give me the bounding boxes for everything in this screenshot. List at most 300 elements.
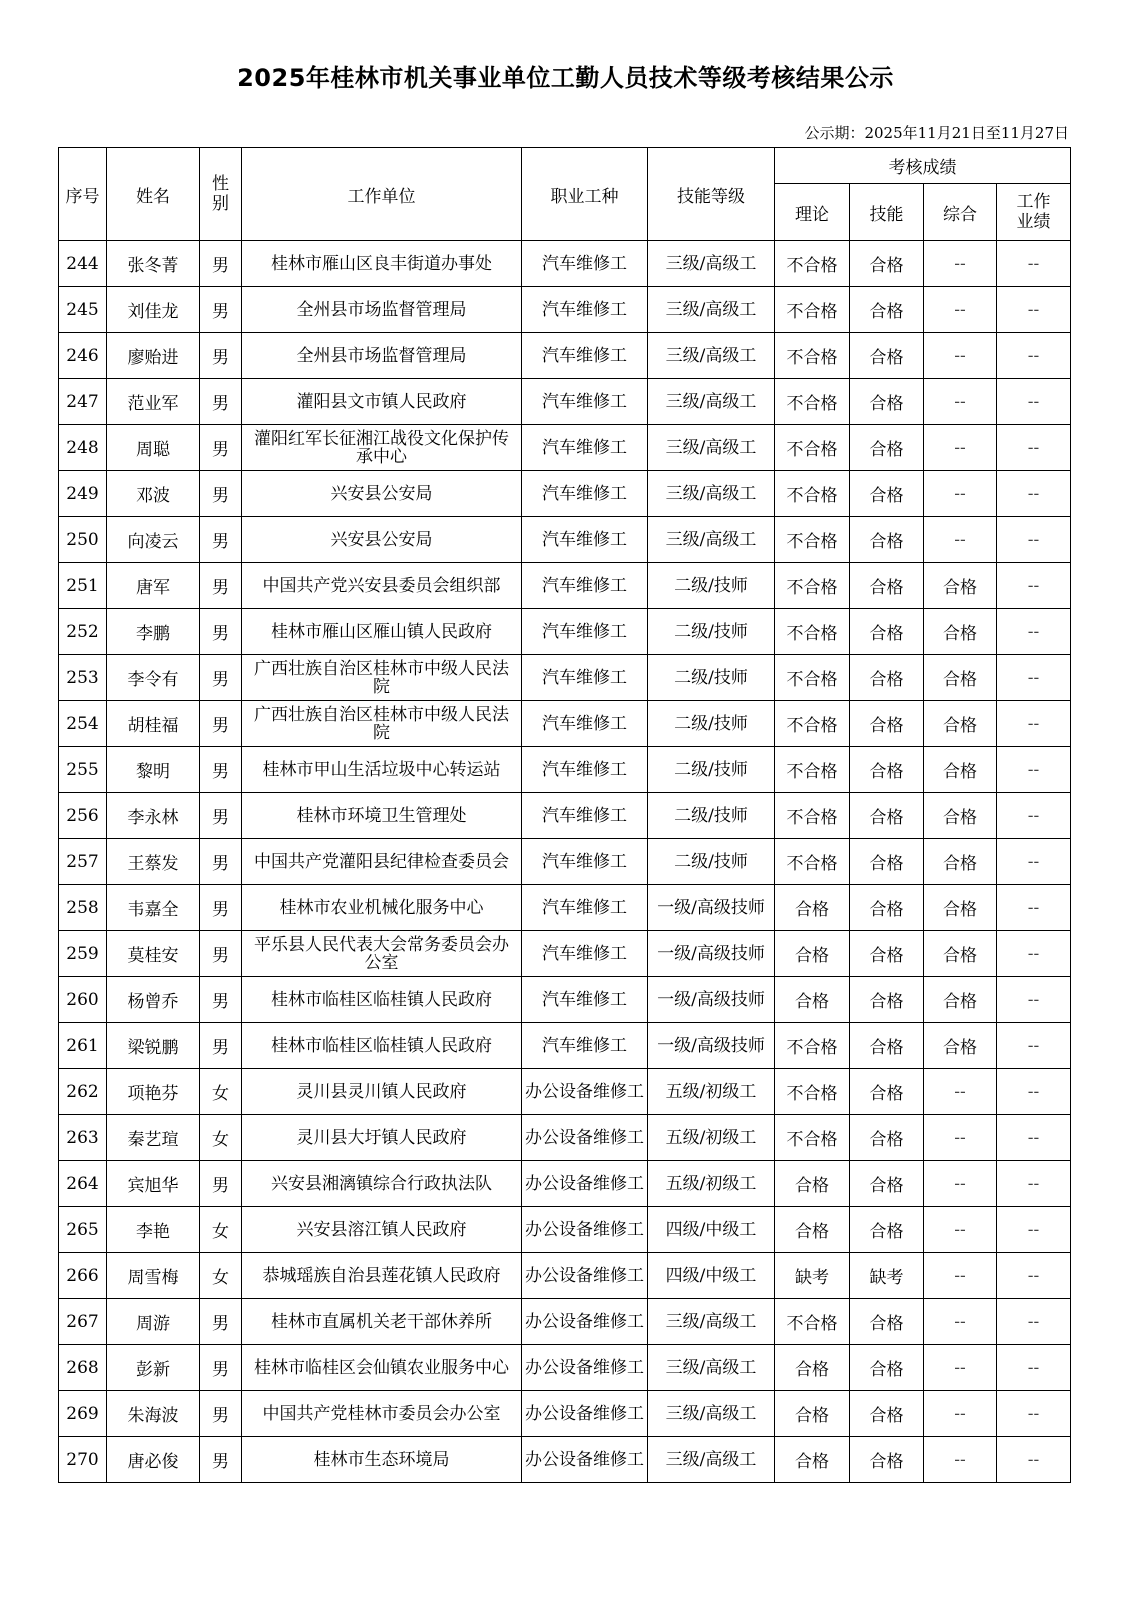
cell-unit: 灵川县大圩镇人民政府 (242, 1115, 522, 1161)
cell-theory: 合格 (775, 1345, 850, 1391)
table-body (59, 241, 1071, 1483)
cell-name: 宾旭华 (107, 1161, 200, 1207)
table-header (59, 148, 1071, 241)
cell-gender: 男 (200, 1161, 242, 1207)
cell-overall: -- (924, 1391, 997, 1437)
header-overall: 综合 (924, 184, 997, 241)
cell-gender: 男 (200, 1345, 242, 1391)
cell-skill: 合格 (850, 517, 924, 563)
cell-theory: 不合格 (775, 333, 850, 379)
cell-unit: 中国共产党桂林市委员会办公室 (242, 1391, 522, 1437)
cell-performance: -- (997, 287, 1071, 333)
cell-gender: 男 (200, 885, 242, 931)
cell-gender: 女 (200, 1069, 242, 1115)
cell-skill: 合格 (850, 1345, 924, 1391)
cell-level: 一级/高级技师 (648, 885, 775, 931)
cell-unit: 灌阳县文市镇人民政府 (242, 379, 522, 425)
cell-theory: 合格 (775, 931, 850, 977)
cell-performance: -- (997, 241, 1071, 287)
cell-level: 三级/高级工 (648, 1391, 775, 1437)
table-row (59, 1437, 1071, 1483)
cell-overall: 合格 (924, 793, 997, 839)
cell-theory: 不合格 (775, 563, 850, 609)
cell-performance: -- (997, 1023, 1071, 1069)
cell-name: 廖贻进 (107, 333, 200, 379)
table-row (59, 793, 1071, 839)
table-row (59, 241, 1071, 287)
cell-overall: -- (924, 517, 997, 563)
cell-seq: 249 (59, 471, 107, 517)
cell-seq: 256 (59, 793, 107, 839)
cell-seq: 250 (59, 517, 107, 563)
header-unit: 工作单位 (242, 148, 522, 241)
cell-gender: 男 (200, 977, 242, 1023)
cell-level: 三级/高级工 (648, 287, 775, 333)
cell-level: 三级/高级工 (648, 379, 775, 425)
cell-level: 二级/技师 (648, 747, 775, 793)
cell-job: 汽车维修工 (522, 747, 648, 793)
cell-seq: 248 (59, 425, 107, 471)
cell-name: 黎明 (107, 747, 200, 793)
cell-gender: 男 (200, 747, 242, 793)
table-row (59, 1161, 1071, 1207)
cell-name: 周游 (107, 1299, 200, 1345)
cell-job: 办公设备维修工 (522, 1115, 648, 1161)
cell-job: 汽车维修工 (522, 471, 648, 517)
cell-seq: 257 (59, 839, 107, 885)
cell-gender: 男 (200, 241, 242, 287)
cell-overall: 合格 (924, 747, 997, 793)
cell-performance: -- (997, 1345, 1071, 1391)
cell-unit: 兴安县溶江镇人民政府 (242, 1207, 522, 1253)
table-row (59, 1345, 1071, 1391)
cell-name: 李永林 (107, 793, 200, 839)
cell-job: 汽车维修工 (522, 425, 648, 471)
cell-unit: 全州县市场监督管理局 (242, 333, 522, 379)
cell-name: 邓波 (107, 471, 200, 517)
cell-skill: 合格 (850, 747, 924, 793)
cell-performance: -- (997, 977, 1071, 1023)
table-row (59, 1253, 1071, 1299)
cell-theory: 不合格 (775, 471, 850, 517)
table-row (59, 1023, 1071, 1069)
cell-theory: 不合格 (775, 1299, 850, 1345)
cell-job: 汽车维修工 (522, 793, 648, 839)
cell-overall: -- (924, 1161, 997, 1207)
cell-theory: 不合格 (775, 793, 850, 839)
cell-overall: 合格 (924, 931, 997, 977)
cell-level: 五级/初级工 (648, 1069, 775, 1115)
cell-performance: -- (997, 747, 1071, 793)
cell-skill: 合格 (850, 287, 924, 333)
cell-skill: 合格 (850, 1023, 924, 1069)
cell-gender: 男 (200, 1437, 242, 1483)
cell-job: 办公设备维修工 (522, 1069, 648, 1115)
cell-gender: 男 (200, 701, 242, 747)
cell-overall: -- (924, 1253, 997, 1299)
cell-gender: 男 (200, 655, 242, 701)
cell-performance: -- (997, 1253, 1071, 1299)
cell-skill: 合格 (850, 1207, 924, 1253)
cell-unit: 桂林市甲山生活垃圾中心转运站 (242, 747, 522, 793)
cell-overall: -- (924, 1069, 997, 1115)
cell-gender: 男 (200, 609, 242, 655)
cell-overall: 合格 (924, 563, 997, 609)
cell-name: 范业军 (107, 379, 200, 425)
cell-skill: 合格 (850, 1115, 924, 1161)
cell-seq: 266 (59, 1253, 107, 1299)
cell-gender: 男 (200, 471, 242, 517)
table-row (59, 701, 1071, 747)
cell-seq: 244 (59, 241, 107, 287)
cell-skill: 缺考 (850, 1253, 924, 1299)
cell-theory: 缺考 (775, 1253, 850, 1299)
cell-performance: -- (997, 563, 1071, 609)
cell-unit: 灵川县灵川镇人民政府 (242, 1069, 522, 1115)
cell-theory: 不合格 (775, 1023, 850, 1069)
cell-theory: 合格 (775, 885, 850, 931)
cell-seq: 252 (59, 609, 107, 655)
cell-level: 二级/技师 (648, 655, 775, 701)
table-row (59, 885, 1071, 931)
cell-seq: 265 (59, 1207, 107, 1253)
cell-job: 汽车维修工 (522, 609, 648, 655)
cell-unit: 桂林市农业机械化服务中心 (242, 885, 522, 931)
cell-gender: 男 (200, 839, 242, 885)
table-row (59, 931, 1071, 977)
cell-job: 办公设备维修工 (522, 1253, 648, 1299)
cell-seq: 246 (59, 333, 107, 379)
cell-name: 唐必俊 (107, 1437, 200, 1483)
cell-skill: 合格 (850, 379, 924, 425)
cell-unit: 兴安县湘漓镇综合行政执法队 (242, 1161, 522, 1207)
header-job: 职业工种 (522, 148, 648, 241)
table-row (59, 655, 1071, 701)
cell-performance: -- (997, 471, 1071, 517)
cell-theory: 合格 (775, 1391, 850, 1437)
cell-skill: 合格 (850, 425, 924, 471)
cell-skill: 合格 (850, 1069, 924, 1115)
cell-job: 办公设备维修工 (522, 1391, 648, 1437)
cell-gender: 男 (200, 333, 242, 379)
cell-seq: 247 (59, 379, 107, 425)
cell-level: 三级/高级工 (648, 1299, 775, 1345)
cell-gender: 男 (200, 931, 242, 977)
cell-skill: 合格 (850, 793, 924, 839)
cell-unit: 中国共产党兴安县委员会组织部 (242, 563, 522, 609)
cell-seq: 264 (59, 1161, 107, 1207)
cell-name: 张冬菁 (107, 241, 200, 287)
cell-unit: 桂林市直属机关老干部休养所 (242, 1299, 522, 1345)
cell-gender: 男 (200, 287, 242, 333)
cell-seq: 255 (59, 747, 107, 793)
table-row (59, 287, 1071, 333)
header-name: 姓名 (107, 148, 200, 241)
cell-overall: 合格 (924, 839, 997, 885)
table-row (59, 517, 1071, 563)
cell-seq: 261 (59, 1023, 107, 1069)
cell-seq: 268 (59, 1345, 107, 1391)
page-title: 2025年桂林市机关事业单位工勤人员技术等级考核结果公示 (237, 64, 894, 92)
cell-overall: 合格 (924, 1023, 997, 1069)
cell-name: 秦艺瑄 (107, 1115, 200, 1161)
cell-unit: 广西壮族自治区桂林市中级人民法院 (242, 701, 522, 747)
cell-level: 四级/中级工 (648, 1253, 775, 1299)
cell-job: 汽车维修工 (522, 1023, 648, 1069)
cell-name: 刘佳龙 (107, 287, 200, 333)
cell-name: 杨曾乔 (107, 977, 200, 1023)
cell-gender: 男 (200, 793, 242, 839)
cell-overall: -- (924, 1299, 997, 1345)
cell-unit: 桂林市生态环境局 (242, 1437, 522, 1483)
cell-theory: 合格 (775, 1207, 850, 1253)
cell-performance: -- (997, 655, 1071, 701)
cell-theory: 不合格 (775, 425, 850, 471)
cell-name: 李鹏 (107, 609, 200, 655)
cell-seq: 254 (59, 701, 107, 747)
cell-unit: 广西壮族自治区桂林市中级人民法院 (242, 655, 522, 701)
cell-performance: -- (997, 379, 1071, 425)
cell-unit: 灌阳红军长征湘江战役文化保护传承中心 (242, 425, 522, 471)
cell-skill: 合格 (850, 563, 924, 609)
cell-name: 周雪梅 (107, 1253, 200, 1299)
cell-overall: -- (924, 471, 997, 517)
cell-overall: -- (924, 333, 997, 379)
cell-level: 二级/技师 (648, 609, 775, 655)
cell-level: 二级/技师 (648, 839, 775, 885)
cell-performance: -- (997, 1299, 1071, 1345)
header-skill: 技能 (850, 184, 924, 241)
table-row (59, 1299, 1071, 1345)
table-row (59, 563, 1071, 609)
cell-job: 汽车维修工 (522, 839, 648, 885)
cell-job: 汽车维修工 (522, 701, 648, 747)
table-row (59, 977, 1071, 1023)
publicity-period: 公示期：2025年11月21日至11月27日 (804, 124, 1069, 142)
cell-gender: 男 (200, 517, 242, 563)
cell-performance: -- (997, 1207, 1071, 1253)
cell-job: 汽车维修工 (522, 563, 648, 609)
cell-gender: 男 (200, 1023, 242, 1069)
cell-overall: -- (924, 425, 997, 471)
cell-gender: 男 (200, 1299, 242, 1345)
cell-seq: 270 (59, 1437, 107, 1483)
cell-gender: 男 (200, 425, 242, 471)
cell-name: 王蔡发 (107, 839, 200, 885)
cell-seq: 260 (59, 977, 107, 1023)
cell-theory: 不合格 (775, 287, 850, 333)
cell-performance: -- (997, 1069, 1071, 1115)
cell-unit: 桂林市临桂区临桂镇人民政府 (242, 1023, 522, 1069)
header-theory: 理论 (775, 184, 850, 241)
cell-skill: 合格 (850, 931, 924, 977)
cell-performance: -- (997, 1391, 1071, 1437)
results-table (58, 147, 1071, 1483)
cell-theory: 合格 (775, 1437, 850, 1483)
cell-name: 李令有 (107, 655, 200, 701)
cell-overall: 合格 (924, 977, 997, 1023)
cell-seq: 267 (59, 1299, 107, 1345)
table-row (59, 839, 1071, 885)
cell-performance: -- (997, 931, 1071, 977)
cell-level: 三级/高级工 (648, 425, 775, 471)
cell-unit: 兴安县公安局 (242, 471, 522, 517)
cell-level: 四级/中级工 (648, 1207, 775, 1253)
cell-unit: 桂林市雁山区良丰街道办事处 (242, 241, 522, 287)
cell-gender: 女 (200, 1207, 242, 1253)
cell-unit: 桂林市雁山区雁山镇人民政府 (242, 609, 522, 655)
cell-unit: 桂林市环境卫生管理处 (242, 793, 522, 839)
cell-level: 三级/高级工 (648, 517, 775, 563)
cell-unit: 桂林市临桂区临桂镇人民政府 (242, 977, 522, 1023)
cell-unit: 兴安县公安局 (242, 517, 522, 563)
table-row (59, 471, 1071, 517)
header-gender: 性别 (200, 148, 242, 241)
cell-seq: 269 (59, 1391, 107, 1437)
header-performance: 工作业绩 (997, 184, 1071, 241)
table-row (59, 609, 1071, 655)
cell-skill: 合格 (850, 655, 924, 701)
cell-overall: 合格 (924, 701, 997, 747)
cell-gender: 男 (200, 563, 242, 609)
cell-performance: -- (997, 425, 1071, 471)
cell-seq: 251 (59, 563, 107, 609)
cell-seq: 253 (59, 655, 107, 701)
cell-seq: 263 (59, 1115, 107, 1161)
cell-performance: -- (997, 517, 1071, 563)
cell-skill: 合格 (850, 471, 924, 517)
cell-name: 彭新 (107, 1345, 200, 1391)
cell-overall: 合格 (924, 885, 997, 931)
table-row (59, 333, 1071, 379)
cell-skill: 合格 (850, 1161, 924, 1207)
cell-skill: 合格 (850, 609, 924, 655)
cell-job: 汽车维修工 (522, 287, 648, 333)
cell-seq: 258 (59, 885, 107, 931)
cell-level: 一级/高级技师 (648, 1023, 775, 1069)
cell-overall: -- (924, 1115, 997, 1161)
cell-level: 二级/技师 (648, 701, 775, 747)
cell-skill: 合格 (850, 839, 924, 885)
cell-job: 汽车维修工 (522, 333, 648, 379)
cell-theory: 不合格 (775, 379, 850, 425)
cell-theory: 合格 (775, 977, 850, 1023)
cell-theory: 不合格 (775, 655, 850, 701)
cell-performance: -- (997, 609, 1071, 655)
cell-gender: 女 (200, 1115, 242, 1161)
cell-level: 五级/初级工 (648, 1161, 775, 1207)
cell-overall: -- (924, 287, 997, 333)
cell-name: 朱海波 (107, 1391, 200, 1437)
cell-theory: 不合格 (775, 839, 850, 885)
cell-gender: 男 (200, 379, 242, 425)
table-row (59, 1069, 1071, 1115)
cell-theory: 不合格 (775, 609, 850, 655)
cell-level: 二级/技师 (648, 793, 775, 839)
cell-performance: -- (997, 1115, 1071, 1161)
cell-theory: 不合格 (775, 1069, 850, 1115)
cell-unit: 全州县市场监督管理局 (242, 287, 522, 333)
cell-name: 莫桂安 (107, 931, 200, 977)
cell-name: 向凌云 (107, 517, 200, 563)
cell-theory: 不合格 (775, 517, 850, 563)
cell-theory: 合格 (775, 1161, 850, 1207)
cell-unit: 平乐县人民代表大会常务委员会办公室 (242, 931, 522, 977)
cell-overall: 合格 (924, 655, 997, 701)
cell-overall: -- (924, 379, 997, 425)
cell-unit: 恭城瑶族自治县莲花镇人民政府 (242, 1253, 522, 1299)
cell-level: 三级/高级工 (648, 471, 775, 517)
cell-skill: 合格 (850, 333, 924, 379)
header-seq: 序号 (59, 148, 107, 241)
cell-skill: 合格 (850, 1391, 924, 1437)
cell-name: 胡桂福 (107, 701, 200, 747)
cell-job: 汽车维修工 (522, 977, 648, 1023)
cell-level: 二级/技师 (648, 563, 775, 609)
cell-level: 一级/高级技师 (648, 977, 775, 1023)
cell-job: 汽车维修工 (522, 241, 648, 287)
cell-job: 办公设备维修工 (522, 1299, 648, 1345)
table-row (59, 1115, 1071, 1161)
cell-performance: -- (997, 701, 1071, 747)
cell-unit: 桂林市临桂区会仙镇农业服务中心 (242, 1345, 522, 1391)
cell-performance: -- (997, 333, 1071, 379)
cell-job: 汽车维修工 (522, 655, 648, 701)
cell-name: 唐军 (107, 563, 200, 609)
cell-performance: -- (997, 839, 1071, 885)
cell-overall: -- (924, 1345, 997, 1391)
cell-level: 五级/初级工 (648, 1115, 775, 1161)
cell-theory: 不合格 (775, 1115, 850, 1161)
cell-name: 李艳 (107, 1207, 200, 1253)
cell-level: 三级/高级工 (648, 241, 775, 287)
table-row (59, 379, 1071, 425)
cell-theory: 不合格 (775, 701, 850, 747)
cell-performance: -- (997, 1437, 1071, 1483)
cell-level: 三级/高级工 (648, 1437, 775, 1483)
cell-job: 汽车维修工 (522, 885, 648, 931)
cell-performance: -- (997, 885, 1071, 931)
table-row (59, 1391, 1071, 1437)
table-row (59, 747, 1071, 793)
cell-theory: 不合格 (775, 747, 850, 793)
cell-skill: 合格 (850, 977, 924, 1023)
cell-job: 办公设备维修工 (522, 1345, 648, 1391)
cell-job: 办公设备维修工 (522, 1161, 648, 1207)
cell-name: 梁锐鹏 (107, 1023, 200, 1069)
cell-level: 三级/高级工 (648, 1345, 775, 1391)
cell-performance: -- (997, 1161, 1071, 1207)
cell-name: 项艳芬 (107, 1069, 200, 1115)
cell-performance: -- (997, 793, 1071, 839)
cell-job: 汽车维修工 (522, 379, 648, 425)
cell-skill: 合格 (850, 885, 924, 931)
cell-seq: 262 (59, 1069, 107, 1115)
cell-overall: -- (924, 1437, 997, 1483)
header-scores: 考核成绩 (775, 148, 1071, 184)
cell-level: 三级/高级工 (648, 333, 775, 379)
table-row (59, 1207, 1071, 1253)
cell-skill: 合格 (850, 1299, 924, 1345)
cell-overall: -- (924, 1207, 997, 1253)
cell-seq: 245 (59, 287, 107, 333)
cell-skill: 合格 (850, 1437, 924, 1483)
cell-seq: 259 (59, 931, 107, 977)
cell-unit: 中国共产党灌阳县纪律检查委员会 (242, 839, 522, 885)
cell-name: 周聪 (107, 425, 200, 471)
cell-overall: 合格 (924, 609, 997, 655)
cell-job: 汽车维修工 (522, 517, 648, 563)
